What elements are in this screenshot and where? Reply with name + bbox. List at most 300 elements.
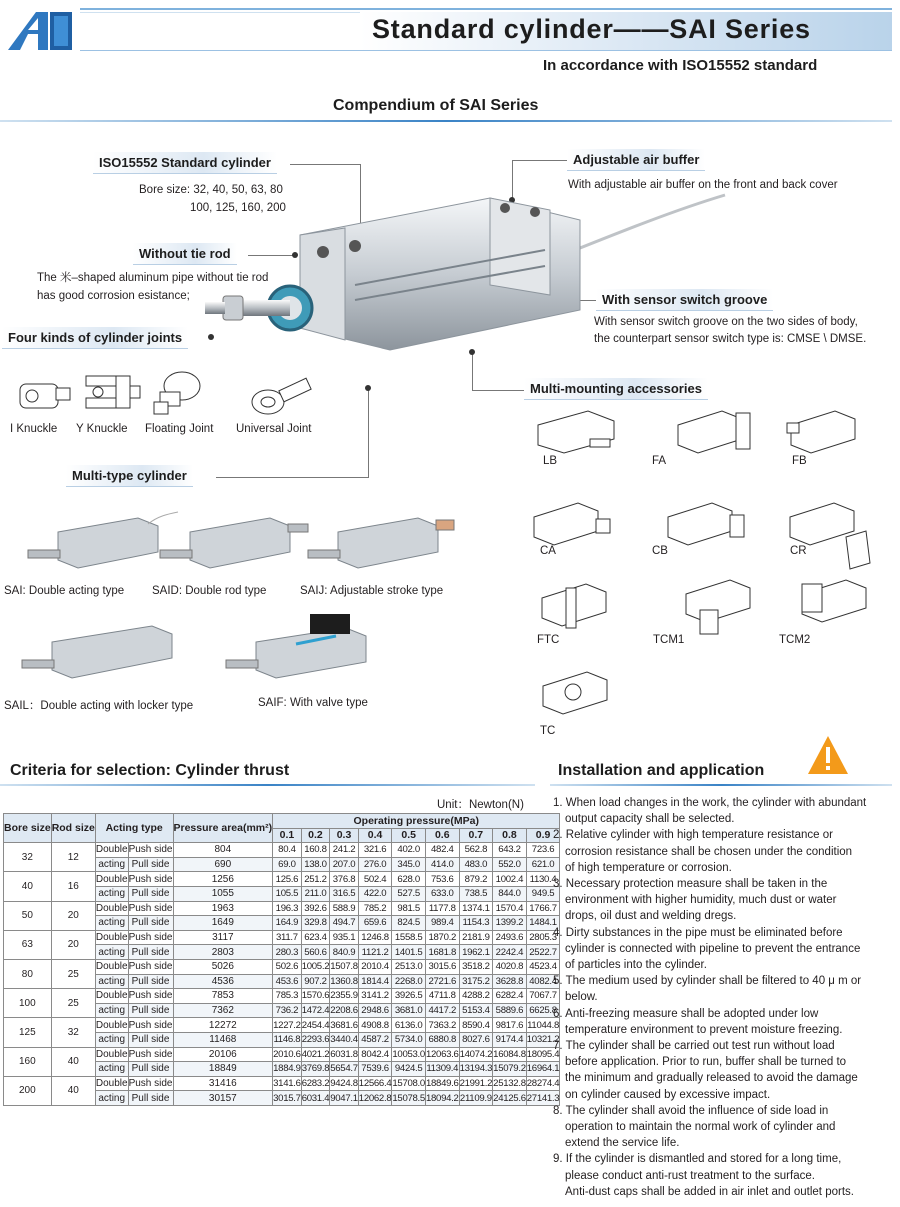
saif-cylinder-image [226, 612, 376, 688]
y-knuckle-icon [80, 368, 142, 418]
thrust-value: 4711.8 [425, 989, 459, 1004]
side-cell: Push side [128, 961, 173, 973]
thrust-value: 8590.4 [459, 1018, 493, 1033]
thrust-value: 628.0 [392, 872, 426, 887]
thrust-value: 4908.8 [358, 1018, 392, 1033]
mount-label: FA [652, 455, 667, 467]
install-line: operation to maintain the normal work of cylinder and [565, 1121, 836, 1134]
thrust-value: 527.5 [392, 886, 426, 901]
thrust-value: 623.4 [301, 930, 330, 945]
thrust-value: 2293.6 [301, 1034, 330, 1046]
area-cell: 11468 [173, 1032, 273, 1047]
thrust-value: 824.5 [392, 916, 426, 931]
thrust-value: 80.4 [273, 843, 302, 858]
thrust-value: 3681.6 [330, 1019, 358, 1031]
thrust-value: 196.3 [273, 901, 302, 916]
thrust-value: 560.6 [301, 945, 330, 960]
bore-cell: 40 [4, 872, 52, 901]
bore-cell: 32 [4, 843, 52, 872]
thrust-value: 1681.8 [425, 945, 459, 960]
thrust-value: 4587.2 [358, 1032, 392, 1047]
thrust-value: 3141.2 [358, 989, 392, 1004]
thrust-value: 392.6 [301, 901, 330, 916]
universal-joint-icon [246, 366, 316, 420]
thrust-value: 1121.2 [358, 945, 392, 960]
iso-callout: ISO15552 Standard cylinder [93, 152, 277, 174]
acting-cell: acting [95, 1003, 128, 1018]
thrust-value: 18095.4 [526, 1048, 560, 1060]
mount-tcm2-icon [796, 574, 880, 640]
mount-lb-icon [528, 405, 620, 457]
acting-cell: Double [95, 932, 128, 944]
thrust-value: 643.2 [493, 843, 527, 858]
side-cell: Push side [128, 873, 173, 885]
pressure-header: 0.8 [493, 828, 527, 843]
thrust-value: 11044.8 [527, 1019, 559, 1031]
thrust-value: 12566.4 [358, 1077, 392, 1089]
thrust-value: 1246.8 [358, 930, 392, 945]
install-line: of high temperature or corrosion. [565, 861, 732, 874]
thrust-value: 621.0 [526, 857, 560, 872]
thrust-value: 6283.2 [301, 1077, 330, 1089]
area-cell: 1256 [173, 872, 273, 887]
acting-cell: acting [95, 945, 128, 960]
main-cylinder-image [205, 190, 585, 370]
sensor-callout: With sensor switch groove [596, 289, 773, 311]
install-line: Anti-dust caps shall be added in air inlet and outlet ports. [565, 1185, 854, 1198]
thrust-value: 7363.2 [425, 1018, 459, 1033]
thrust-value: 125.6 [273, 872, 302, 887]
sail-cylinder-image [22, 622, 174, 686]
area-cell: 690 [173, 857, 273, 872]
page-title: Standard cylinder——SAI Series [372, 14, 811, 44]
thrust-body [4, 843, 560, 1106]
thrust-value: 1130.4 [526, 872, 560, 887]
thrust-value: 552.0 [493, 857, 527, 872]
thrust-value: 2242.4 [493, 945, 527, 960]
mount-tcm1-icon [680, 574, 764, 640]
thrust-value: 1399.2 [493, 916, 527, 931]
bore-cell: 80 [4, 959, 52, 988]
header-underline [80, 50, 892, 51]
side-cell: Pull side [128, 1032, 173, 1047]
acting-cell: Double [95, 990, 128, 1002]
side-cell: Pull side [128, 857, 173, 872]
thrust-value: 2355.9 [330, 990, 358, 1002]
install-line: 2. Relative cylinder with high temperature resistance or [553, 829, 833, 842]
joints-callout: Four kinds of cylinder joints [2, 327, 188, 349]
table-row [4, 1076, 560, 1091]
thrust-value: 6625.8 [526, 1003, 560, 1018]
multi-type-leader-dot [365, 385, 371, 391]
install-item [553, 795, 893, 827]
area-cell: 12272 [173, 1018, 273, 1033]
thrust-value: 4082.4 [526, 974, 560, 989]
thrust-value: 241.2 [330, 843, 359, 858]
thrust-value: 981.5 [392, 901, 426, 916]
side-cell: Push side [128, 932, 173, 944]
thrust-value: 6282.4 [493, 989, 527, 1004]
mount-fb-icon [785, 405, 869, 457]
thrust-value: 1484.1 [526, 916, 560, 931]
area-cell: 1649 [173, 916, 273, 931]
thrust-value: 16964.1 [526, 1063, 560, 1075]
thrust-value: 24125.6 [493, 1092, 526, 1104]
thrust-value: 785.3 [273, 989, 302, 1004]
air-buffer-callout: Adjustable air buffer [567, 149, 705, 171]
thrust-value: 12063.6 [425, 1048, 459, 1060]
thrust-value: 160.8 [301, 843, 330, 858]
thrust-value: 633.0 [425, 886, 459, 901]
side-cell: Pull side [128, 1062, 173, 1077]
install-line: on cylinder caused by excessive impact. [565, 1088, 771, 1101]
multi-type-leader-h [216, 477, 368, 478]
air-buffer-leader-h [512, 160, 567, 161]
tie-rod-desc-line2: has good corrosion esistance; [37, 290, 190, 302]
install-line: 4. Dirty substances in the pipe must be eliminated before [553, 926, 843, 939]
thrust-value: 9424.8 [330, 1077, 358, 1089]
thrust-value: 18849.6 [425, 1077, 459, 1089]
thrust-value: 8042.4 [358, 1047, 392, 1062]
mount-ca-icon [528, 497, 612, 549]
thrust-value: 6136.0 [392, 1018, 426, 1033]
thrust-value: 4021.2 [301, 1048, 330, 1060]
bore-cell: 100 [4, 989, 52, 1018]
mounting-callout: Multi-mounting accessories [524, 378, 708, 400]
table-row [4, 872, 560, 887]
acting-cell: Double [95, 844, 128, 856]
thrust-value: 3628.8 [493, 974, 527, 989]
mount-label: FTC [537, 634, 560, 646]
joint-label: I Knuckle [10, 423, 58, 435]
acting-cell: Double [95, 1019, 128, 1031]
thrust-value: 211.0 [301, 886, 330, 901]
thrust-value: 105.5 [273, 886, 302, 901]
acting-cell: Double [95, 1048, 128, 1060]
thrust-value: 164.9 [273, 916, 302, 931]
rod-cell: 32 [51, 1018, 95, 1047]
thrust-value: 4417.2 [425, 1003, 459, 1018]
thrust-value: 15078.5 [392, 1092, 425, 1104]
install-line: 8. The cylinder shall avoid the influence of side load in [553, 1104, 829, 1117]
thrust-value: 879.2 [459, 872, 493, 887]
side-cell: Pull side [128, 886, 173, 901]
thrust-value: 14074.2 [459, 1048, 493, 1060]
thrust-value: 1870.2 [425, 930, 459, 945]
area-cell: 7362 [173, 1003, 273, 1018]
thrust-value: 844.0 [493, 886, 527, 901]
install-line: please conduct anti-rust treatment to the surface. [565, 1169, 815, 1182]
install-line: drops, oil dust and welding dregs. [565, 910, 737, 923]
air-buffer-desc: With adjustable air buffer on the front and back cover [568, 179, 838, 191]
iso-bore-line1: Bore size: 32, 40, 50, 63, 80 [139, 184, 283, 196]
table-row [4, 1018, 560, 1033]
thrust-value: 7067.7 [526, 989, 560, 1004]
thrust-value: 28274.4 [526, 1077, 560, 1089]
thrust-value: 69.0 [273, 857, 302, 872]
side-cell: Push side [128, 990, 173, 1002]
thrust-value: 276.0 [358, 857, 392, 872]
thrust-value: 840.9 [330, 945, 359, 960]
rod-cell: 16 [51, 872, 95, 901]
install-rule [550, 784, 892, 786]
thrust-value: 6880.8 [425, 1032, 459, 1047]
thrust-table [3, 813, 560, 1106]
table-row [4, 843, 560, 858]
mount-cb-icon [662, 497, 746, 549]
thrust-value: 2721.6 [425, 974, 459, 989]
thrust-value: 5734.0 [392, 1032, 426, 1047]
mount-label: CR [790, 545, 807, 557]
iso-bore-line2: 100, 125, 160, 200 [190, 202, 286, 214]
col-acting: Acting type [95, 814, 173, 843]
multi-type-label: SAI: Double acting type [4, 585, 125, 597]
mount-fa-icon [672, 405, 756, 457]
install-line: 3. Necessary protection measure shall be taken in the [553, 878, 828, 891]
bore-cell: 50 [4, 901, 52, 930]
mounting-leader-h [472, 390, 524, 391]
thrust-value: 9047.1 [330, 1092, 358, 1104]
area-cell: 7853 [173, 989, 273, 1004]
multi-type-callout: Multi-type cylinder [66, 465, 193, 487]
thrust-value: 21109.9 [459, 1092, 492, 1104]
acting-cell: Double [95, 873, 128, 885]
bore-cell: 63 [4, 930, 52, 959]
acting-cell: acting [95, 1091, 128, 1106]
rod-cell: 40 [51, 1076, 95, 1105]
thrust-value: 2493.6 [493, 930, 527, 945]
thrust-value: 738.5 [459, 886, 493, 901]
multi-type-label: SAIJ: Adjustable stroke type [300, 585, 444, 597]
install-line: extend the service life. [565, 1137, 680, 1150]
install-item [553, 1038, 893, 1103]
multi-type-label: SAIF: With valve type [258, 697, 368, 709]
side-cell: Push side [128, 1019, 173, 1031]
thrust-value: 1146.8 [273, 1034, 301, 1046]
thrust-value: 13194.3 [459, 1063, 493, 1075]
thrust-value: 494.7 [330, 916, 359, 931]
thrust-value: 1360.8 [330, 975, 358, 987]
bore-cell: 200 [4, 1076, 52, 1105]
install-line: 1. When load changes in the work, the cylinder with abundant [553, 797, 867, 809]
table-row [4, 1047, 560, 1062]
thrust-value: 2522.7 [526, 945, 560, 960]
mount-label: TCM1 [653, 634, 685, 646]
area-cell: 1055 [173, 886, 273, 901]
joint-label: Universal Joint [236, 423, 312, 435]
area-cell: 4536 [173, 974, 273, 989]
thrust-value: 1507.8 [330, 961, 358, 973]
mount-label: TCM2 [779, 634, 811, 646]
rod-cell: 20 [51, 901, 95, 930]
thrust-value: 316.5 [330, 886, 359, 901]
col-area: Pressure area(mm²) [173, 814, 273, 843]
thrust-value: 414.0 [425, 857, 459, 872]
pressure-header: 0.7 [459, 828, 493, 843]
thrust-rule [0, 784, 535, 786]
thrust-value: 376.8 [330, 872, 359, 887]
col-rod: Rod size [51, 814, 95, 843]
thrust-value: 453.6 [273, 974, 302, 989]
side-cell: Pull side [128, 945, 173, 960]
thrust-value: 321.6 [358, 843, 392, 858]
thrust-value: 6031.8 [330, 1048, 358, 1060]
area-cell: 2803 [173, 945, 273, 960]
thrust-value: 562.8 [459, 843, 493, 858]
sensor-desc-line1: With sensor switch groove on the two sides of body, [594, 316, 858, 328]
acting-cell: acting [95, 974, 128, 989]
floating-joint-icon [152, 366, 208, 418]
thrust-value: 502.4 [358, 872, 392, 887]
thrust-value: 3681.0 [392, 1003, 426, 1018]
thrust-value: 1570.6 [301, 990, 330, 1002]
thrust-value: 482.4 [425, 843, 459, 858]
thrust-value: 10053.0 [392, 1048, 425, 1060]
thrust-value: 15079.2 [493, 1063, 526, 1075]
thrust-value: 25132.8 [493, 1077, 526, 1089]
thrust-value: 723.6 [526, 843, 560, 858]
sensor-desc-line2: the counterpart sensor switch type is: CMSE \ DMSE. [594, 333, 867, 345]
rod-cell: 40 [51, 1047, 95, 1076]
thrust-value: 1766.7 [526, 901, 560, 916]
area-cell: 30157 [173, 1091, 273, 1106]
install-line: temperature environment to prevent moisture freezing. [565, 1023, 843, 1036]
acting-cell: acting [95, 857, 128, 872]
table-row [4, 930, 560, 945]
thrust-value: 251.2 [301, 872, 330, 887]
install-line: before application. Prior to run, buffer shall be turned to [565, 1056, 847, 1069]
thrust-value: 3926.5 [392, 989, 426, 1004]
iso-leader-h [290, 164, 360, 165]
thrust-value: 3518.2 [459, 959, 493, 974]
acting-cell: Double [95, 961, 128, 973]
thrust-value: 1002.4 [493, 872, 527, 887]
thrust-value: 1177.8 [425, 901, 459, 916]
thrust-value: 4020.8 [493, 959, 527, 974]
thrust-value: 659.6 [358, 916, 392, 931]
side-cell: Pull side [128, 1091, 173, 1106]
rod-cell: 20 [51, 930, 95, 959]
thrust-value: 2454.4 [301, 1019, 330, 1031]
compendium-title: Compendium of SAI Series [333, 97, 539, 114]
thrust-value: 8027.6 [459, 1032, 493, 1047]
thrust-value: 502.6 [273, 959, 302, 974]
acting-cell: Double [95, 1077, 128, 1089]
thrust-value: 5889.6 [493, 1003, 527, 1018]
thrust-value: 138.0 [301, 857, 330, 872]
thrust-title: Criteria for selection: Cylinder thrust [10, 762, 290, 779]
thrust-value: 6031.4 [301, 1092, 330, 1104]
thrust-value: 753.6 [425, 872, 459, 887]
joint-label: Y Knuckle [76, 423, 128, 435]
install-line: environment with higher humidity, much dust or water [565, 894, 837, 907]
thrust-value: 5153.4 [459, 1003, 493, 1018]
col-bore: Bore size [4, 814, 52, 843]
pressure-header: 0.1 [273, 828, 302, 843]
thrust-value: 1884.9 [273, 1063, 301, 1075]
joint-label: Floating Joint [145, 423, 214, 435]
side-cell: Push side [128, 844, 173, 856]
saij-cylinder-image [308, 512, 458, 576]
thrust-value: 989.4 [425, 916, 459, 931]
side-cell: Push side [128, 1048, 173, 1060]
brand-logo [6, 8, 76, 52]
mount-tc-icon [537, 666, 621, 722]
rod-cell: 12 [51, 843, 95, 872]
thrust-value: 3015.7 [273, 1092, 301, 1104]
area-cell: 5026 [173, 959, 273, 974]
thrust-value: 2805.3 [526, 930, 560, 945]
install-item [553, 827, 893, 876]
thrust-value: 10321.2 [526, 1034, 560, 1046]
thrust-value: 3769.8 [301, 1063, 330, 1075]
thrust-value: 2513.0 [392, 959, 426, 974]
thrust-value: 4288.2 [459, 989, 493, 1004]
thrust-value: 3175.2 [459, 974, 493, 989]
multi-type-leader-v [368, 388, 369, 478]
mount-label: FB [792, 455, 807, 467]
sai-cylinder-image [28, 512, 168, 576]
thrust-value: 1962.1 [459, 945, 493, 960]
thrust-value: 15708.0 [392, 1077, 425, 1089]
thrust-value: 27141.3 [526, 1092, 560, 1104]
acting-cell: Double [95, 902, 128, 914]
thrust-value: 9424.5 [392, 1062, 426, 1077]
install-line: output capacity shall be selected. [565, 813, 735, 826]
install-item [553, 973, 893, 1005]
thrust-value: 16084.8 [493, 1048, 526, 1060]
thrust-value: 1570.4 [493, 901, 527, 916]
thrust-value: 345.0 [392, 857, 426, 872]
table-row [4, 989, 560, 1004]
thrust-value: 1227.2 [273, 1019, 301, 1031]
thrust-value: 280.3 [273, 945, 302, 960]
page-subtitle: In accordance with ISO15552 standard [543, 57, 818, 74]
bore-cell: 125 [4, 1018, 52, 1047]
bore-cell: 160 [4, 1047, 52, 1076]
install-line: 7. The cylinder shall be carried out test run without load [553, 1040, 835, 1053]
install-line: the minimum and gradually released to avoid the damage [565, 1072, 858, 1085]
install-line: below. [565, 991, 598, 1004]
side-cell: Pull side [128, 1003, 173, 1018]
install-item [553, 1103, 893, 1152]
install-line: 5. The medium used by cylinder shall be filtered to 40 μ m or [553, 975, 862, 988]
mount-label: LB [543, 455, 558, 467]
pressure-header: 0.6 [425, 828, 459, 843]
thrust-value: 422.0 [358, 886, 392, 901]
side-cell: Push side [128, 902, 173, 914]
install-line: corrosion resistance shall be chosen under the condition [565, 845, 853, 858]
thrust-value: 207.0 [330, 857, 359, 872]
thrust-value: 402.0 [392, 843, 426, 858]
install-line: cylinder is connected with pipeline to prevent the entrance [565, 942, 861, 955]
multi-type-label: SAIL：Double acting with locker type [4, 700, 194, 712]
thrust-value: 1558.5 [392, 930, 426, 945]
pressure-header: 0.2 [301, 828, 330, 843]
thrust-value: 1005.2 [301, 961, 330, 973]
col-operating: Operating pressure(MPa) [273, 814, 560, 829]
thrust-value: 785.2 [358, 901, 392, 916]
thrust-value: 7539.6 [358, 1062, 392, 1077]
thrust-value: 907.2 [301, 974, 330, 989]
thrust-value: 5654.7 [330, 1063, 358, 1075]
area-cell: 18849 [173, 1062, 273, 1077]
warning-icon [807, 734, 849, 776]
area-cell: 3117 [173, 930, 273, 945]
area-cell: 804 [173, 843, 273, 858]
thrust-value: 1472.4 [301, 1005, 330, 1017]
said-cylinder-image [160, 512, 310, 576]
